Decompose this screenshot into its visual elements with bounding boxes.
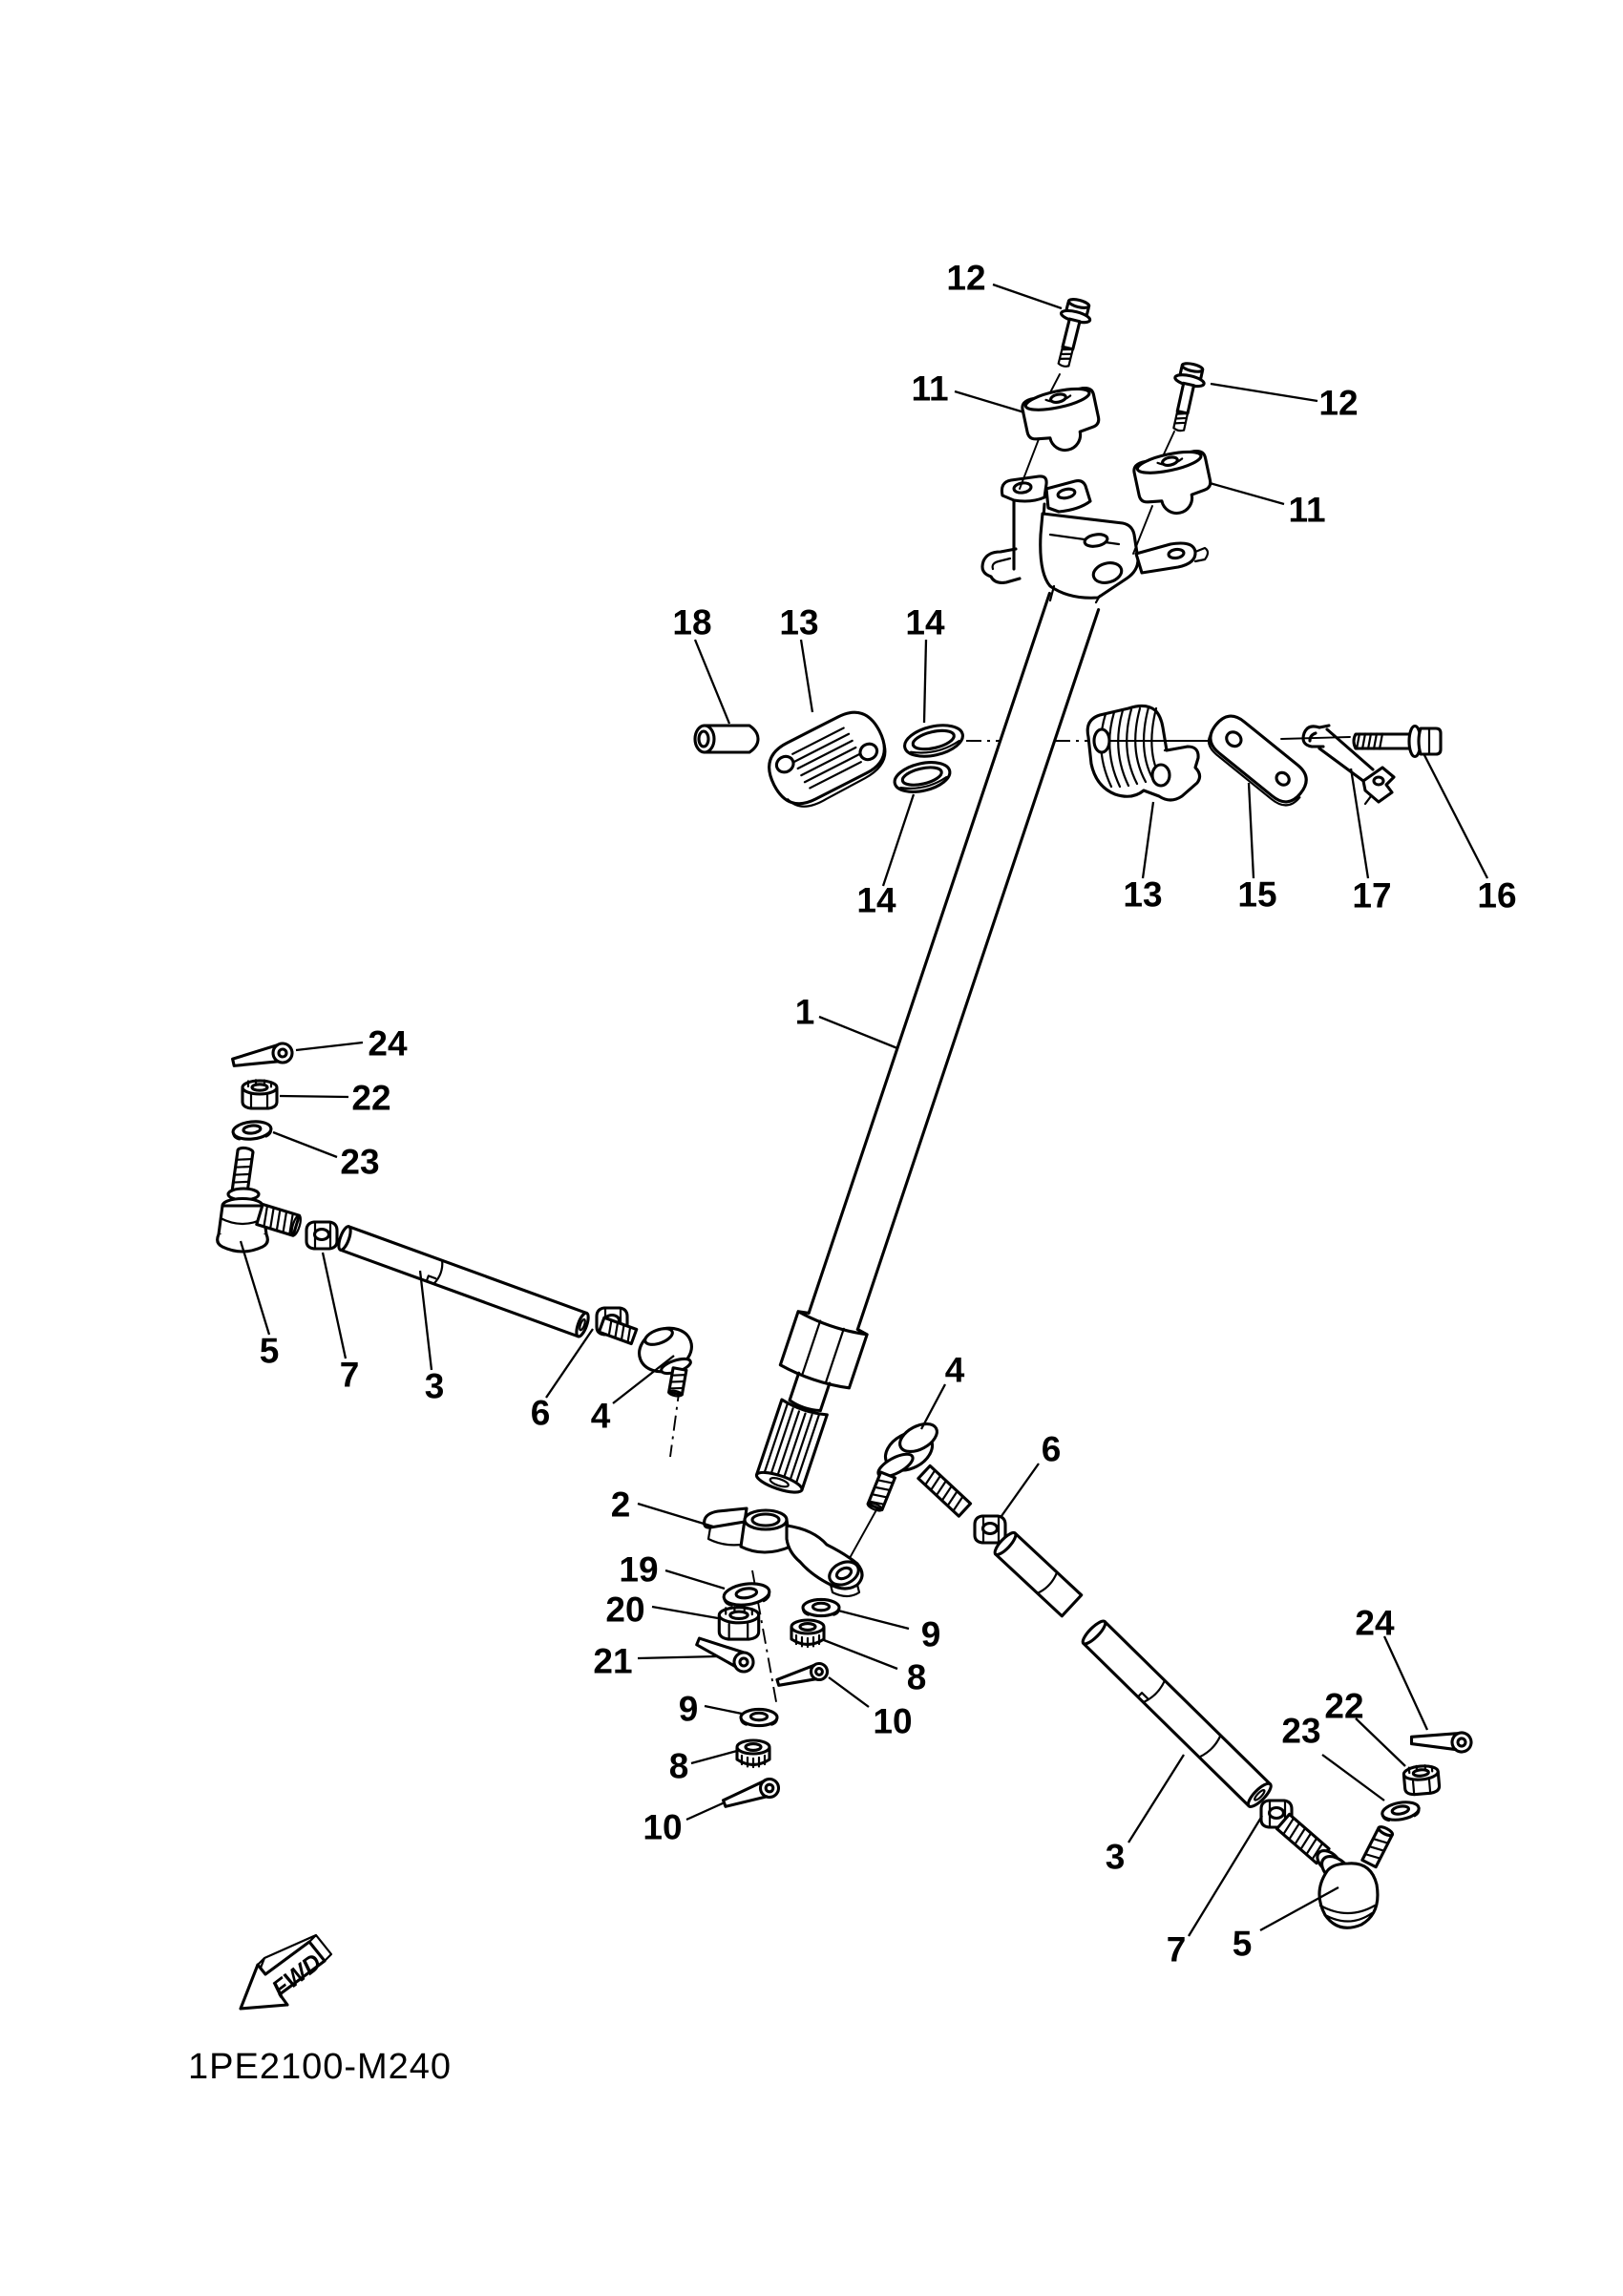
callout-leader-9 bbox=[838, 1611, 909, 1629]
callout-leader-13 bbox=[1143, 802, 1153, 878]
callout-label-16-11[interactable]: 16 bbox=[1477, 875, 1517, 916]
callout-label-18-4[interactable]: 18 bbox=[672, 602, 712, 642]
part-washer-9-lower bbox=[741, 1709, 777, 1725]
callout-label-23-15[interactable]: 23 bbox=[340, 1142, 380, 1182]
callout-leader-24 bbox=[1384, 1636, 1427, 1730]
callout-leader-13 bbox=[801, 640, 812, 712]
callout-label-6-19[interactable]: 6 bbox=[530, 1393, 551, 1433]
callout-label-4-20[interactable]: 4 bbox=[590, 1396, 611, 1436]
part-cotter-pin-10-lower bbox=[722, 1779, 780, 1807]
callout-label-14-7[interactable]: 14 bbox=[856, 880, 896, 920]
callout-label-10-27[interactable]: 10 bbox=[873, 1701, 913, 1741]
drawing-code: 1PE2100-M240 bbox=[188, 2047, 453, 2087]
callout-label-8-26[interactable]: 8 bbox=[906, 1657, 927, 1697]
part-cotter-pin-24-left bbox=[232, 1041, 292, 1068]
callout-leader-23 bbox=[273, 1132, 337, 1157]
callout-leader-24 bbox=[296, 1043, 363, 1050]
part-washer-23-left bbox=[232, 1120, 272, 1141]
callout-label-1-12[interactable]: 1 bbox=[794, 992, 815, 1032]
callout-leader-3 bbox=[420, 1271, 432, 1370]
callout-leader-7 bbox=[1189, 1816, 1262, 1936]
callout-leader-22 bbox=[280, 1096, 348, 1097]
part-cotter-pin-24-right bbox=[1410, 1719, 1474, 1759]
callout-label-5-35[interactable]: 5 bbox=[1232, 1924, 1253, 1964]
part-washer-9-right bbox=[803, 1599, 839, 1615]
part-bearing-retainer-13-left bbox=[760, 703, 896, 817]
callout-leader-10 bbox=[829, 1677, 869, 1707]
callout-label-8-29[interactable]: 8 bbox=[668, 1746, 689, 1786]
part-collar-18 bbox=[695, 726, 758, 752]
callout-leader-11 bbox=[1210, 483, 1284, 504]
callout-leader-4 bbox=[921, 1384, 945, 1429]
part-washer-19 bbox=[723, 1581, 771, 1608]
part-cotter-pin-10-right bbox=[777, 1663, 828, 1685]
part-castle-nut-22-right bbox=[1403, 1764, 1440, 1796]
callout-label-24-13[interactable]: 24 bbox=[368, 1023, 408, 1064]
callout-label-13-5[interactable]: 13 bbox=[779, 602, 819, 642]
callout-label-14-6[interactable]: 14 bbox=[905, 602, 945, 642]
callout-label-12-2[interactable]: 12 bbox=[1318, 383, 1359, 423]
part-tie-rod-3-right-lower bbox=[1080, 1618, 1274, 1810]
callout-leader-12 bbox=[993, 284, 1062, 308]
callout-label-15-9[interactable]: 15 bbox=[1237, 874, 1277, 915]
callout-leader-2 bbox=[638, 1504, 713, 1527]
part-bolt-12-right bbox=[1164, 361, 1208, 433]
callout-leader-23 bbox=[1322, 1755, 1384, 1801]
callout-leader-19 bbox=[665, 1570, 725, 1589]
part-tie-rod-3-right-upper bbox=[992, 1530, 1082, 1616]
callout-label-9-28[interactable]: 9 bbox=[678, 1689, 699, 1729]
fwd-label: FWD bbox=[266, 1948, 327, 2003]
callout-label-2-21[interactable]: 2 bbox=[610, 1485, 631, 1525]
part-castle-nut-20 bbox=[719, 1607, 758, 1639]
part-castle-nut-22-left bbox=[242, 1080, 277, 1108]
callout-label-11-1[interactable]: 11 bbox=[911, 369, 949, 409]
callout-leader-8 bbox=[691, 1751, 737, 1763]
part-clamp-11-left bbox=[1021, 384, 1104, 457]
callout-label-22-14[interactable]: 22 bbox=[351, 1078, 391, 1118]
callout-leader-1 bbox=[819, 1017, 897, 1048]
callout-label-21-24[interactable]: 21 bbox=[593, 1641, 633, 1681]
callout-label-11-3[interactable]: 11 bbox=[1288, 490, 1326, 530]
stud-alignment-line bbox=[850, 1506, 878, 1558]
callout-leader-11 bbox=[955, 391, 1024, 412]
part-bolt-16 bbox=[1354, 727, 1441, 757]
callout-label-3-18[interactable]: 3 bbox=[424, 1366, 445, 1406]
callout-label-24-38[interactable]: 24 bbox=[1355, 1603, 1395, 1643]
callout-leader-14 bbox=[883, 794, 914, 886]
callout-leader-8 bbox=[824, 1640, 897, 1669]
part-tie-rod-end-5-left bbox=[218, 1148, 303, 1252]
part-tie-rod-end-4-right bbox=[867, 1419, 971, 1517]
callout-label-5-16[interactable]: 5 bbox=[259, 1331, 280, 1371]
callout-leader-16 bbox=[1424, 755, 1487, 878]
fwd-arrow bbox=[241, 1935, 331, 2009]
callout-leader-6 bbox=[1001, 1464, 1039, 1516]
callout-label-12-0[interactable]: 12 bbox=[946, 258, 986, 298]
callout-label-3-33[interactable]: 3 bbox=[1105, 1837, 1126, 1877]
callout-label-20-23[interactable]: 20 bbox=[605, 1590, 645, 1630]
part-steering-arm-2 bbox=[705, 1508, 863, 1596]
callout-leader-3 bbox=[1128, 1755, 1184, 1843]
part-link-plate-15 bbox=[1202, 709, 1316, 812]
part-bearing-housing-13-right bbox=[1087, 706, 1199, 800]
callout-label-7-34[interactable]: 7 bbox=[1166, 1929, 1187, 1970]
callout-leader-18 bbox=[695, 640, 729, 724]
part-tie-rod-end-4-left bbox=[599, 1317, 697, 1397]
callout-leader-14 bbox=[924, 640, 926, 723]
callout-leader-6 bbox=[546, 1329, 593, 1398]
callout-leader-9 bbox=[705, 1706, 742, 1714]
part-clamp-11-right bbox=[1132, 447, 1215, 520]
callout-label-13-8[interactable]: 13 bbox=[1123, 874, 1163, 915]
callout-leader-22 bbox=[1356, 1718, 1405, 1766]
callout-label-7-17[interactable]: 7 bbox=[339, 1355, 360, 1395]
callout-label-22-37[interactable]: 22 bbox=[1324, 1686, 1364, 1726]
callout-label-4-31[interactable]: 4 bbox=[944, 1350, 965, 1390]
part-tie-rod-3-left bbox=[336, 1225, 590, 1338]
callout-leader-21 bbox=[638, 1656, 718, 1658]
part-oring-14-bottom bbox=[892, 757, 953, 796]
part-steering-shaft-1 bbox=[743, 590, 1108, 1501]
callout-leader-20 bbox=[652, 1607, 718, 1618]
part-bolt-12-left bbox=[1049, 297, 1094, 369]
callout-label-17-10[interactable]: 17 bbox=[1352, 875, 1392, 916]
callout-label-6-32[interactable]: 6 bbox=[1041, 1429, 1062, 1469]
callout-leader-15 bbox=[1249, 783, 1254, 878]
callout-label-23-36[interactable]: 23 bbox=[1281, 1711, 1321, 1751]
part-nut-8-right bbox=[791, 1620, 824, 1647]
part-nut-6-right bbox=[975, 1516, 1005, 1543]
callout-label-10-30[interactable]: 10 bbox=[643, 1807, 683, 1847]
callout-leader-12 bbox=[1211, 384, 1317, 401]
callout-label-9-25[interactable]: 9 bbox=[920, 1614, 941, 1654]
part-washer-23-right bbox=[1381, 1800, 1420, 1822]
callout-label-19-22[interactable]: 19 bbox=[619, 1549, 659, 1590]
callout-leader-5 bbox=[241, 1241, 269, 1335]
part-oring-14-top bbox=[901, 720, 965, 761]
part-nut-8-lower bbox=[737, 1740, 769, 1767]
part-nut-7-left bbox=[306, 1222, 337, 1249]
callout-leader-7 bbox=[323, 1253, 346, 1359]
callout-leader-10 bbox=[686, 1802, 725, 1820]
